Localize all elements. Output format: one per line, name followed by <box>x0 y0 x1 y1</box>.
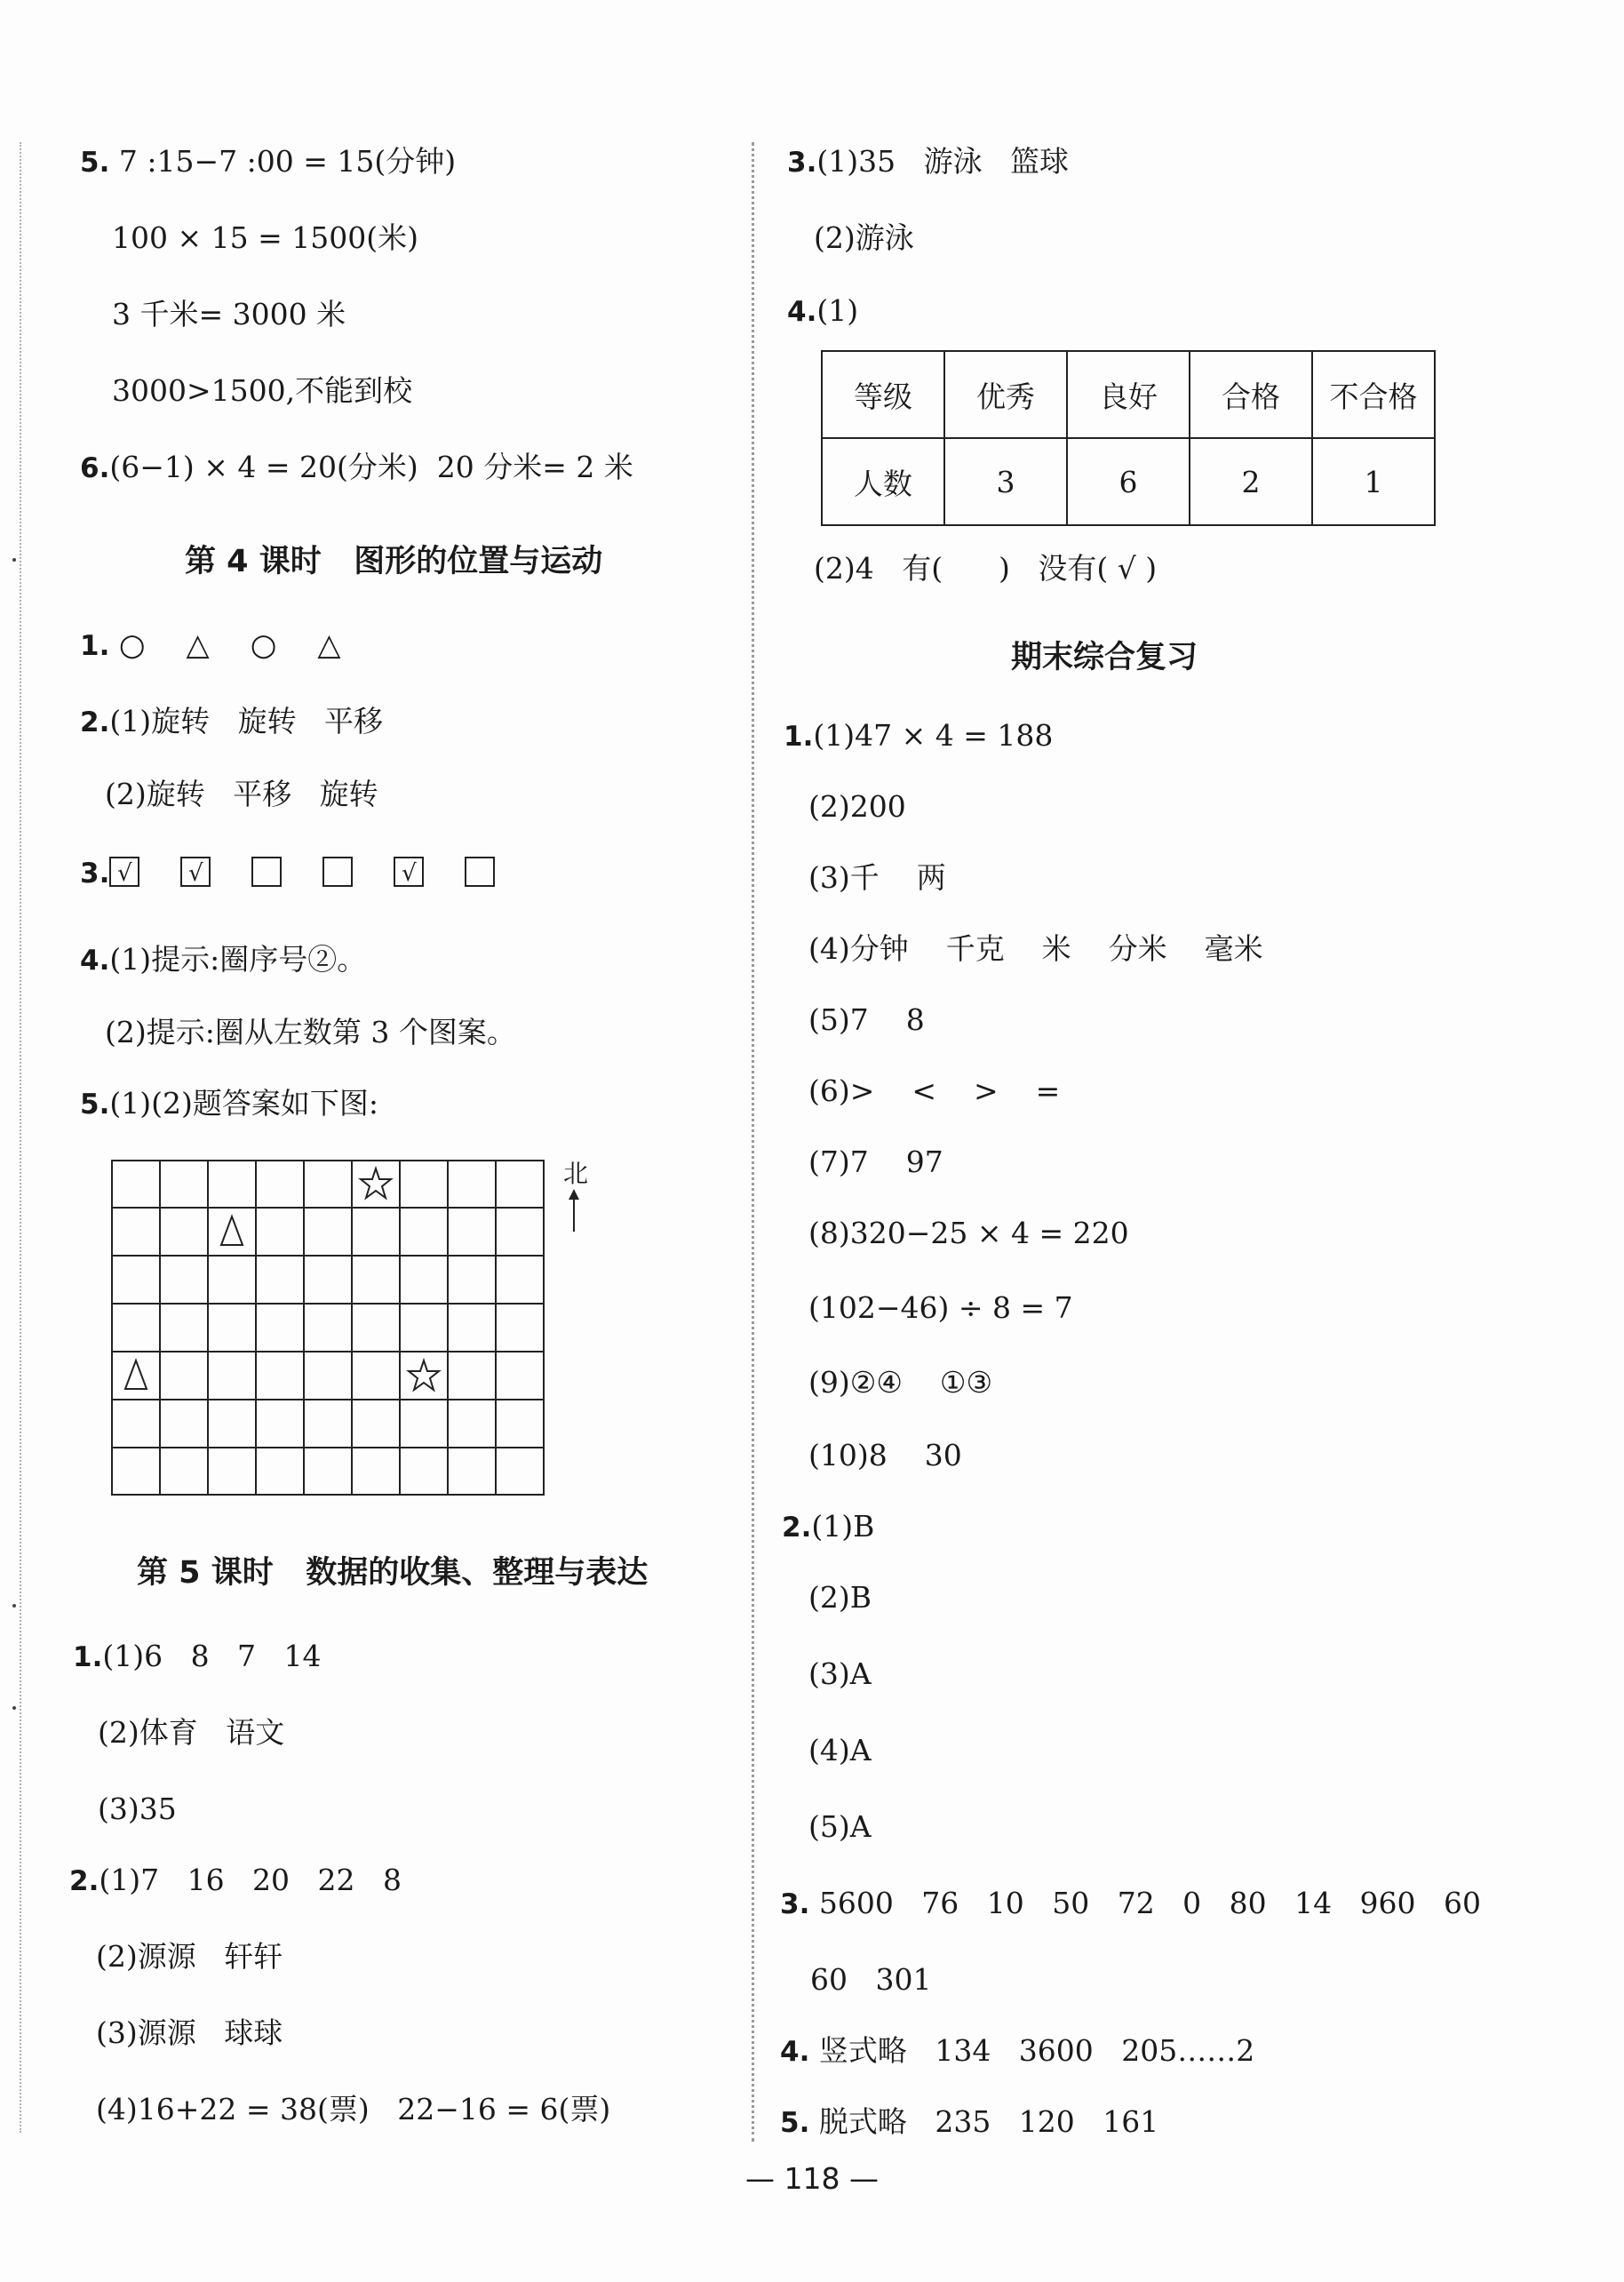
final-q1-item: (102−46) ÷ 8 = 7 <box>808 1290 1073 1325</box>
lesson5-q1-line2: (2)体育 语文 <box>98 1715 285 1750</box>
grid-border <box>112 1161 544 1495</box>
circle-icon: ○ <box>250 627 277 663</box>
final-review-title: 期末综合复习 <box>1011 640 1198 675</box>
checkbox-answer <box>465 857 495 887</box>
final-q2-item: (4)A <box>808 1733 872 1767</box>
lesson5-title: 第 5 课时 数据的收集、整理与表达 <box>137 1555 649 1591</box>
table-header-cell: 不合格 <box>1312 351 1435 438</box>
right-q4-line2: (2)4 有( ) 没有( √ ) <box>814 551 1158 586</box>
final-q2-item: (3)A <box>808 1656 872 1691</box>
checkbox-answer: √ <box>180 857 211 887</box>
final-q2-item: 2.(1)B <box>782 1509 875 1544</box>
lesson4-q4-line1: 4.(1)提示:圈序号②。 <box>80 942 367 977</box>
circle-icon: ○ <box>118 627 146 663</box>
table-row <box>822 438 1435 525</box>
table-header-cell: 优秀 <box>944 351 1067 438</box>
page-number: — 118 — <box>745 2161 879 2196</box>
triangle-icon <box>125 1360 147 1389</box>
table-row <box>822 351 1435 438</box>
lesson4-q4-line2: (2)提示:圈从左数第 3 个图案。 <box>105 1015 516 1049</box>
right-q3-line2: (2)游泳 <box>814 220 914 255</box>
checkbox-answer: √ <box>109 857 139 887</box>
final-q1-item: (8)320−25 × 4 = 220 <box>808 1216 1129 1250</box>
lesson5-q2-line4: (4)16+22 = 38(票) 22−16 = 6(票) <box>96 2092 611 2126</box>
table-header-cell: 良好 <box>1067 351 1190 438</box>
lesson4-q3: 3. √ √ √ <box>80 853 536 893</box>
final-q1-item: (3)千 两 <box>808 860 946 895</box>
table-header-cell: 合格 <box>1190 351 1312 438</box>
checkbox-answer: √ <box>394 857 424 887</box>
binding-edge-line <box>20 142 21 2133</box>
position-grid <box>111 1160 546 1497</box>
lesson5-q1-line3: (3)35 <box>98 1791 177 1826</box>
left-q5-line3: 3 千米= 3000 米 <box>112 297 346 331</box>
lesson5-q1-line1: 1.(1)6 8 7 14 <box>73 1639 322 1673</box>
lesson4-q2-line1: 2.(1)旋转 旋转 平移 <box>80 704 384 738</box>
left-q5-line1: 5. 7 :15−7 :00 = 15(分钟) <box>80 144 457 179</box>
north-label: 北 <box>562 1159 588 1188</box>
star-icon <box>409 1360 439 1390</box>
table-cell: 3 <box>944 438 1067 525</box>
lesson4-q1: 1. ○ △ ○ △ <box>80 627 341 663</box>
final-q1-item: (6)> < > = <box>808 1073 1061 1108</box>
scan-mark <box>12 1604 16 1608</box>
final-q3-line1: 3. 5600 76 10 50 72 0 80 14 960 60 <box>780 1886 1481 1920</box>
table-cell: 1 <box>1312 438 1435 525</box>
triangle-icon: △ <box>317 627 341 663</box>
table-cell: 6 <box>1067 438 1190 525</box>
final-q2-item: (2)B <box>808 1580 872 1615</box>
triangle-icon: △ <box>186 627 210 663</box>
final-q1-item: (4)分钟 千克 米 分米 毫米 <box>808 931 1263 966</box>
lesson5-q2-line2: (2)源源 轩轩 <box>96 1939 283 1974</box>
star-icon <box>361 1169 391 1198</box>
final-q1-item: (2)200 <box>808 789 906 824</box>
table-cell: 人数 <box>822 438 944 525</box>
final-q1-item: (5)7 8 <box>808 1002 925 1037</box>
final-q1-item: 1.(1)47 × 4 = 188 <box>784 718 1054 753</box>
left-q5-line2: 100 × 15 = 1500(米) <box>112 220 418 255</box>
north-arrow-icon <box>573 1193 575 1232</box>
final-q5: 5. 脱式略 235 120 161 <box>780 2104 1159 2139</box>
lesson5-q2-line3: (3)源源 球球 <box>96 2015 283 2050</box>
lesson5-q2-line1: 2.(1)7 16 20 22 8 <box>69 1863 402 1897</box>
left-q5-line4: 3000>1500,不能到校 <box>112 373 413 408</box>
final-q1-item: (7)7 97 <box>808 1145 943 1179</box>
final-q2-item: (5)A <box>808 1809 872 1844</box>
right-q3-line1: 3.(1)35 游泳 篮球 <box>787 144 1070 179</box>
triangle-icon <box>221 1217 243 1245</box>
left-q6: 6.(6−1) × 4 = 20(分米) 20 分米= 2 米 <box>80 450 633 484</box>
checkbox-answer <box>251 857 282 887</box>
lesson4-title: 第 4 课时 图形的位置与运动 <box>185 544 603 579</box>
lesson4-q5: 5.(1)(2)题答案如下图: <box>80 1086 378 1121</box>
final-q1-item: (9)②④ ①③ <box>808 1365 993 1400</box>
final-q1-item: (10)8 30 <box>808 1438 962 1472</box>
checkbox-answer <box>322 857 353 887</box>
grade-table <box>821 350 1436 526</box>
lesson4-q2-line2: (2)旋转 平移 旋转 <box>105 777 378 811</box>
table-header-cell: 等级 <box>822 351 944 438</box>
final-q4: 4. 竖式略 134 3600 205……2 <box>780 2033 1255 2068</box>
scan-mark <box>12 1706 16 1710</box>
scan-mark <box>12 558 16 562</box>
right-q4-line1: 4.(1) <box>787 293 859 328</box>
column-divider <box>752 142 754 2142</box>
table-cell: 2 <box>1190 438 1312 525</box>
final-q3-line2: 60 301 <box>810 1962 932 1997</box>
